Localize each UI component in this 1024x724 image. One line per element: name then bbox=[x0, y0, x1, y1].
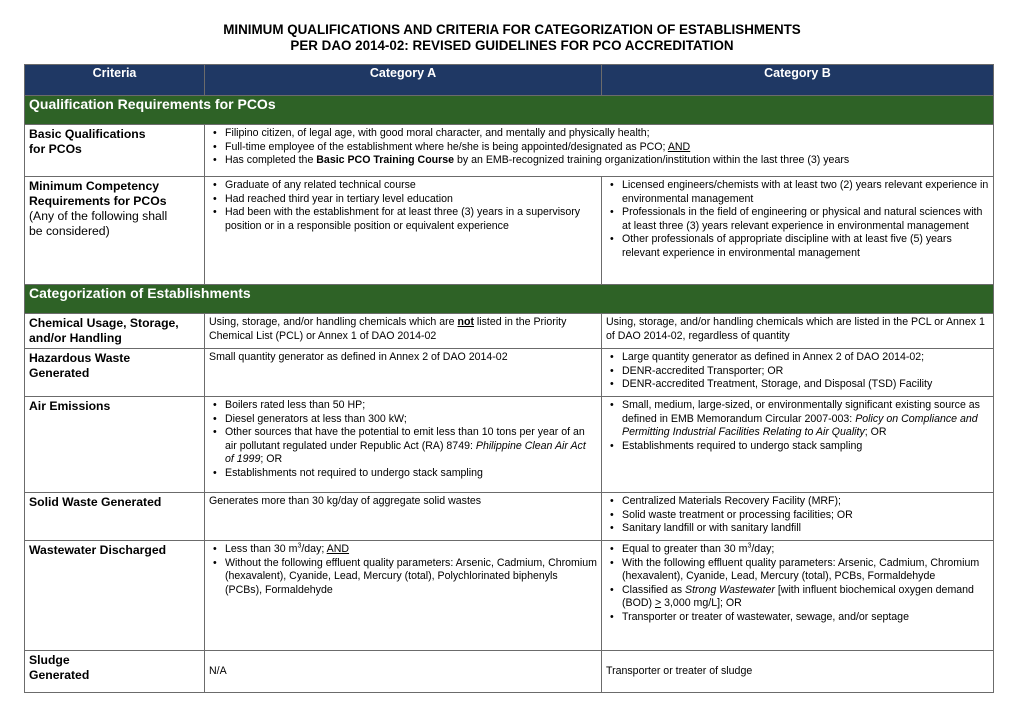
chemical-category-a: Using, storage, and/or handling chemicals which are not listed in the Priority Chemical List (PCL) or Annex 1 of DAO 2014-02 bbox=[205, 314, 602, 349]
list-item: • Full-time employee of the establishment where he/she is being appointed/designated as PCO; AND bbox=[225, 141, 989, 155]
criteria-table bbox=[24, 64, 994, 693]
section-row-categorization bbox=[25, 285, 994, 314]
header-criteria: Criteria bbox=[25, 65, 205, 96]
list-item: • Establishments not required to undergo stack sampling bbox=[225, 467, 597, 481]
hazardous-category-a: Small quantity generator as defined in Annex 2 of DAO 2014-02 bbox=[205, 349, 602, 397]
title-line-1: MINIMUM QUALIFICATIONS AND CRITERIA FOR CATEGORIZATION OF ESTABLISHMENTS bbox=[223, 22, 801, 37]
competency-category-a bbox=[205, 177, 602, 285]
list-item: • Large quantity generator as defined in Annex 2 of DAO 2014-02; bbox=[622, 351, 989, 365]
list-item: • Other sources that have the potential to emit less than 10 tons per year of an air pollutant regulated under Republic Act (RA) 8749: Philippine Clean Air Act of 1999; OR bbox=[225, 426, 597, 467]
list-item: • Boilers rated less than 50 HP; bbox=[225, 399, 597, 413]
criteria-label: Basic Qualifications bbox=[29, 127, 146, 141]
criteria-hazardous-waste: Hazardous Waste Generated bbox=[25, 349, 205, 397]
sludge-category-a: N/A bbox=[205, 651, 602, 693]
row-chemical-usage bbox=[25, 314, 994, 349]
list-item: • Sanitary landfill or with sanitary landfill bbox=[622, 522, 989, 536]
list-item: • Other professionals of appropriate discipline with at least five (5) years relevant experience in environmental management bbox=[622, 233, 989, 260]
list-item: • Had reached third year in tertiary level education bbox=[225, 193, 597, 207]
list-item: • Professionals in the field of engineering or physical and natural sciences with at least three (3) years relevant experience in environmental management bbox=[622, 206, 989, 233]
row-solid-waste bbox=[25, 493, 994, 541]
chemical-category-b: Using, storage, and/or handling chemicals which are listed in the PCL or Annex 1 of DAO 2014-02, regardless of quantity bbox=[602, 314, 994, 349]
solid-category-a: Generates more than 30 kg/day of aggregate solid wastes bbox=[205, 493, 602, 541]
criteria-wastewater: Wastewater Discharged bbox=[25, 541, 205, 651]
sludge-category-b: Transporter or treater of sludge bbox=[602, 651, 994, 693]
criteria-minimum-competency: Minimum Competency Requirements for PCOs (Any of the following shall be considered) bbox=[25, 177, 205, 285]
list-item: • Solid waste treatment or processing facilities; OR bbox=[622, 509, 989, 523]
list-item: • Centralized Materials Recovery Facility (MRF); bbox=[622, 495, 989, 509]
hazardous-category-b bbox=[602, 349, 994, 397]
list-item: • DENR-accredited Treatment, Storage, and Disposal (TSD) Facility bbox=[622, 378, 989, 392]
list-item: • Had been with the establishment for at least three (3) years in a supervisory position or in a responsible position or equivalent experience bbox=[225, 206, 597, 233]
wastewater-category-b bbox=[602, 541, 994, 651]
basic-qualifications-list bbox=[205, 125, 994, 177]
header-category-a: Category A bbox=[205, 65, 602, 96]
list-item: • Small, medium, large-sized, or environmentally significant existing source as defined in EMB Memorandum Circular 2007-003: Policy on Compliance and Permitting Industrial Facilities Relating to Air Quality; OR bbox=[622, 399, 989, 440]
row-minimum-competency bbox=[25, 177, 994, 285]
row-wastewater bbox=[25, 541, 994, 651]
document-title bbox=[0, 22, 1024, 54]
list-item: • Classified as Strong Wastewater [with influent biochemical oxygen demand (BOD) > 3,000 mg/L]; OR bbox=[622, 584, 989, 611]
section-title-categorization: Categorization of Establishments bbox=[25, 285, 994, 314]
criteria-chemical-usage: Chemical Usage, Storage, and/or Handling bbox=[25, 314, 205, 349]
list-item: • Has completed the Basic PCO Training Course by an EMB-recognized training organization/institution within the last three (3) years bbox=[225, 154, 989, 168]
title-line-2: PER DAO 2014-02: REVISED GUIDELINES FOR PCO ACCREDITATION bbox=[290, 38, 734, 53]
list-item: • Establishments required to undergo stack sampling bbox=[622, 440, 989, 454]
list-item: • Less than 30 $m^3$/day; AND bbox=[225, 543, 597, 557]
criteria-solid-waste: Solid Waste Generated bbox=[25, 493, 205, 541]
header-row bbox=[25, 65, 994, 96]
wastewater-category-a bbox=[205, 541, 602, 651]
section-row-qualification bbox=[25, 96, 994, 125]
air-category-a bbox=[205, 397, 602, 493]
criteria-basic-qualifications bbox=[25, 125, 205, 177]
list-item: • Transporter or treater of wastewater, sewage, and/or septage bbox=[622, 611, 989, 625]
list-item: • Diesel generators at less than 300 kW; bbox=[225, 413, 597, 427]
criteria-air-emissions: Air Emissions bbox=[25, 397, 205, 493]
list-item: • DENR-accredited Transporter; OR bbox=[622, 365, 989, 379]
header-category-b: Category B bbox=[602, 65, 994, 96]
list-item: • Without the following effluent quality parameters: Arsenic, Cadmium, Chromium (hexavalent), Cyanide, Lead, Mercury (total), Polychlorinated biphenyls (PCBs), Formaldehyde bbox=[225, 557, 597, 598]
row-hazardous-waste bbox=[25, 349, 994, 397]
list-item: • Filipino citizen, of legal age, with good moral character, and mentally and physically health; bbox=[225, 127, 989, 141]
criteria-sludge: Sludge Generated bbox=[25, 651, 205, 693]
row-basic-qualifications bbox=[25, 125, 994, 177]
list-item: • Licensed engineers/chemists with at least two (2) years relevant experience in environmental management bbox=[622, 179, 989, 206]
competency-category-b bbox=[602, 177, 994, 285]
row-air-emissions bbox=[25, 397, 994, 493]
air-category-b bbox=[602, 397, 994, 493]
list-item: • Graduate of any related technical course bbox=[225, 179, 597, 193]
solid-category-b bbox=[602, 493, 994, 541]
list-item: • Equal to greater than 30 $m^3$/day; bbox=[622, 543, 989, 557]
criteria-label: for PCOs bbox=[29, 142, 82, 156]
row-sludge bbox=[25, 651, 994, 693]
section-title-qualification: Qualification Requirements for PCOs bbox=[25, 96, 994, 125]
list-item: • With the following effluent quality parameters: Arsenic, Cadmium, Chromium (hexavalent), Cyanide, Lead, Mercury (total), PCBs, Formaldehyde bbox=[622, 557, 989, 584]
